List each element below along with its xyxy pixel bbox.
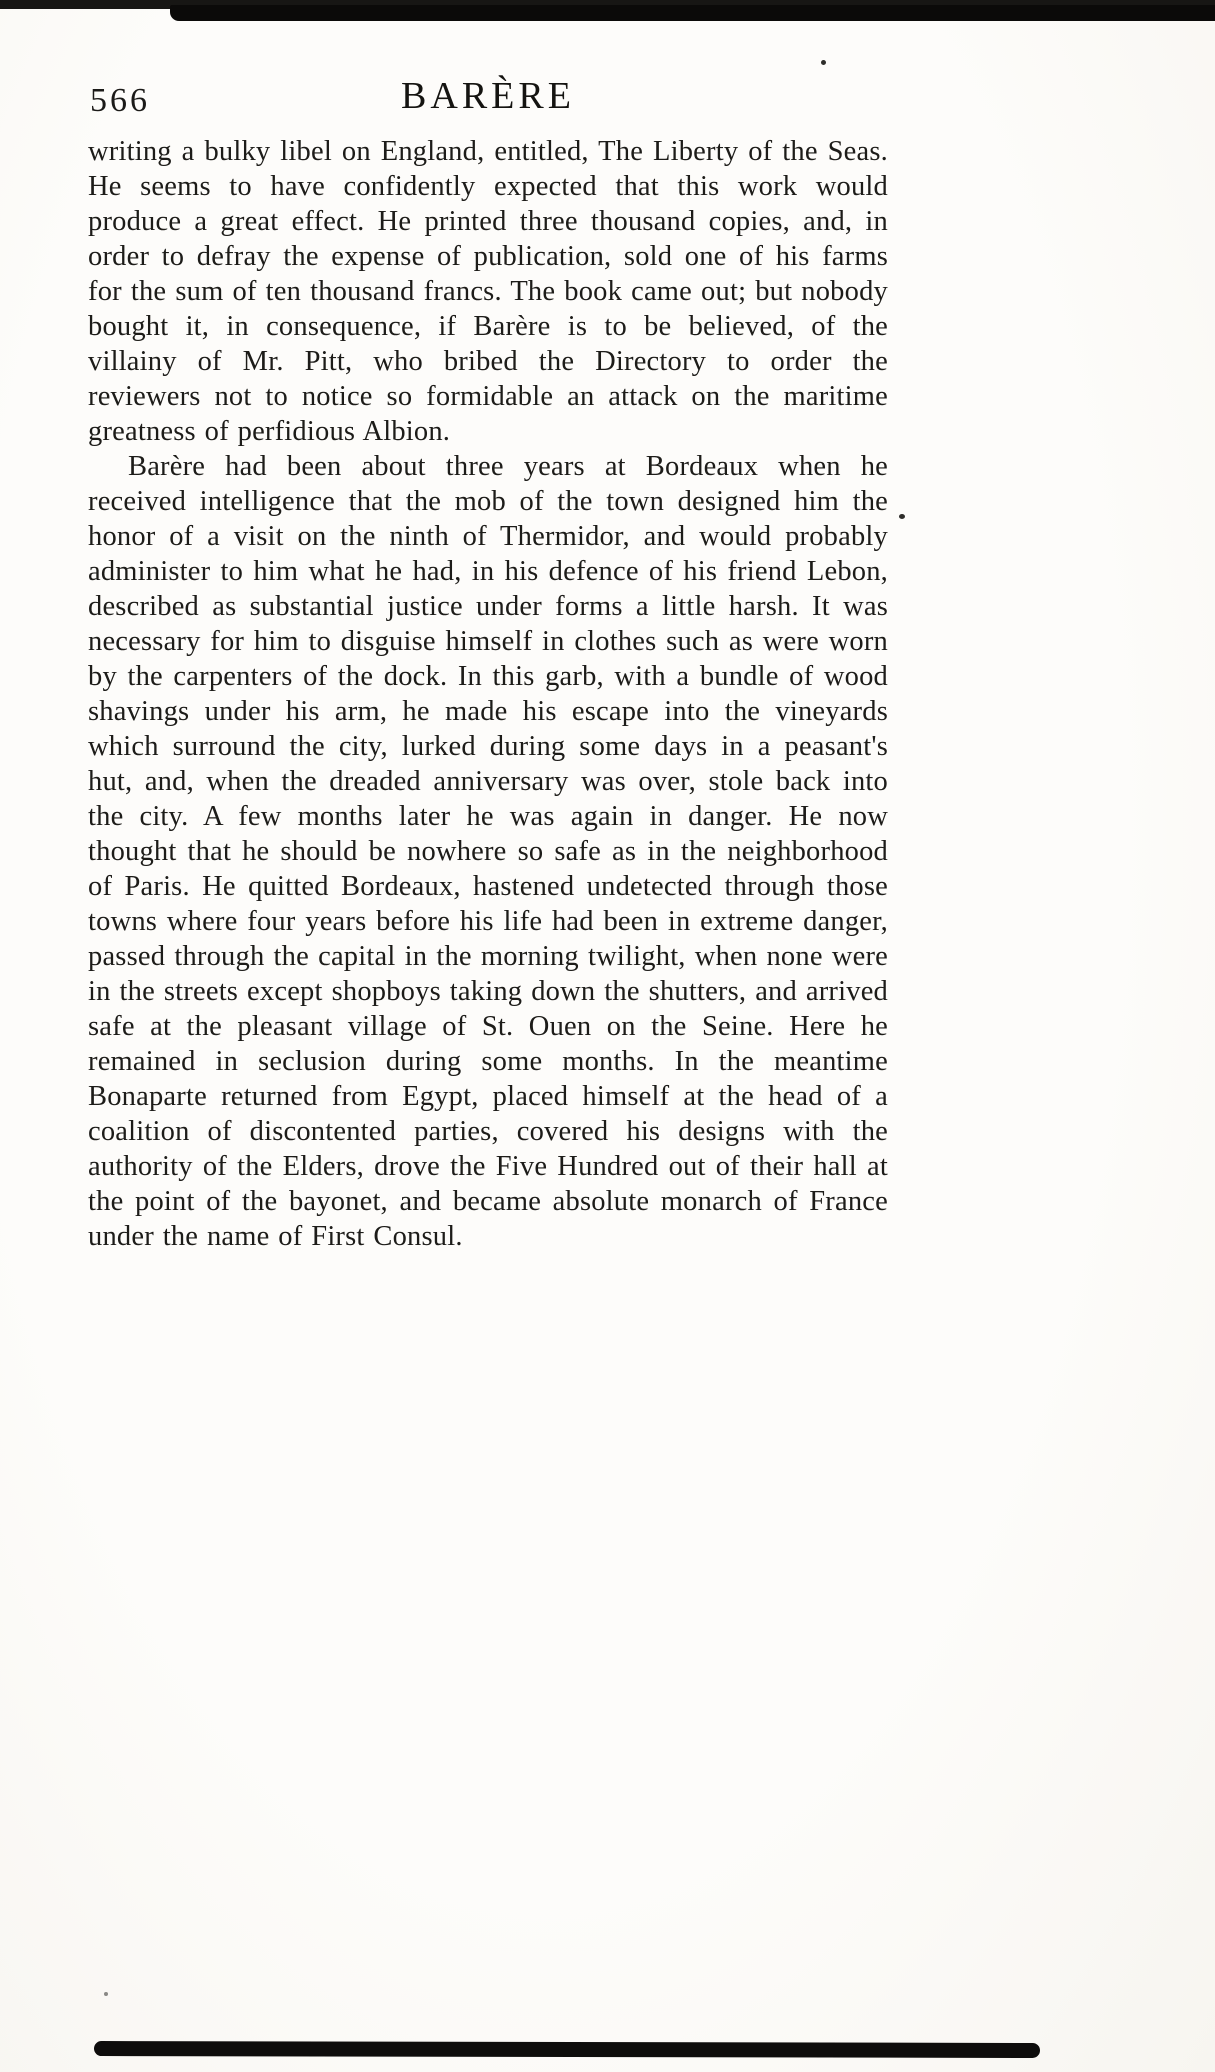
page-number: 566 — [90, 82, 150, 119]
page-header — [88, 66, 888, 118]
paragraph: writing a bulky libel on England, entitled, The Liberty of the Seas. He seems to have confidently expected that this work would produce a great effect. He printed three thousand copies, and, in order to defray the expense of publication, sold one of his farms for the sum of ten thousand francs. The book came out; but nobody bought it, in consequence, if Barère is to be believed, of the villainy of Mr. Pitt, who bribed the Directory to order the reviewers not to notice so formidable an attack on the maritime greatness of perfidious Albion. — [88, 136, 888, 447]
scan-speck — [821, 60, 826, 65]
scan-artifact-bottom-bar — [94, 2041, 1040, 2058]
page-body — [88, 134, 888, 1254]
scan-speck — [104, 1992, 108, 1996]
scan-artifact-top-bar — [170, 5, 1215, 21]
scan-speck — [899, 514, 905, 519]
running-title: BARÈRE — [401, 75, 575, 117]
paragraph: Barère had been about three years at Bordeaux when he received intelligence that the mob of the town designed him the honor of a visit on the ninth of Thermidor, and would probably administer to him what he had, in his defence of his friend Lebon, described as substantial justice under forms a little harsh. It was necessary for him to disguise himself in clothes such as were worn by the carpenters of the dock. In this garb, with a bundle of wood shavings under his arm, he made his escape into the vineyards which surround the city, lurked during some days in a peasant's hut, and, when the dreaded anniversary was over, stole back into the city. A few months later he was again in danger. He now thought that he should be nowhere so safe as in the neighborhood of Paris. He quitted Bordeaux, hastened undetected through those towns where four years before his life had been in extreme danger, passed through the capital in the morning twilight, when none were in the streets except shopboys taking down the shutters, and arrived safe at the pleasant village of St. Ouen on the Seine. Here he remained in seclusion during some months. In the meantime Bonaparte returned from Egypt, placed himself at the head of a coalition of discontented parties, covered his designs with the authority of the Elders, drove the Five Hundred out of their hall at the point of the bayonet, and became absolute monarch of France under the name of First Consul. — [88, 451, 888, 1252]
